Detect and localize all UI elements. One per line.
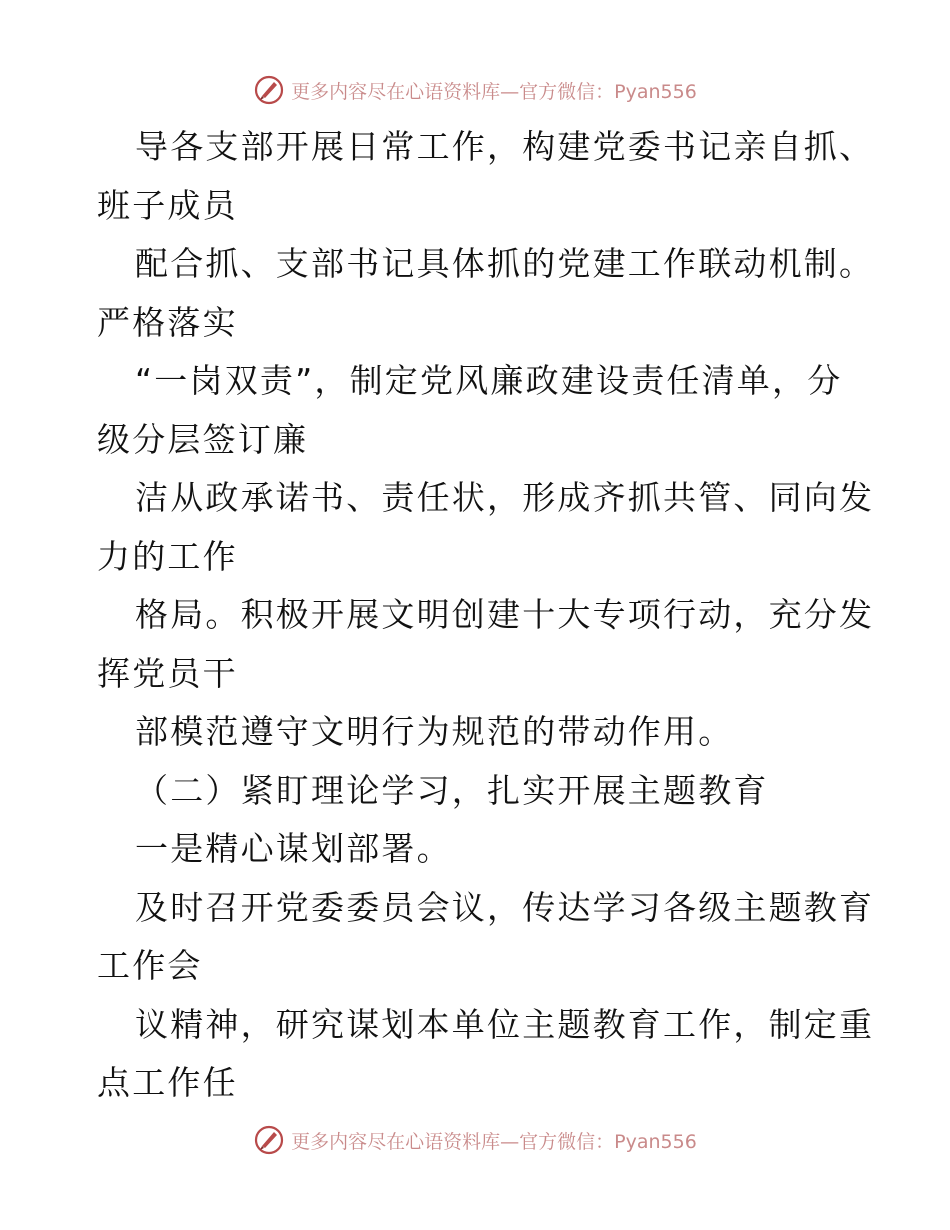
body-line: 格局。积极开展文明创建十大专项行动，充分发 <box>135 595 875 634</box>
body-line: 工作会 <box>97 946 203 985</box>
section-heading: （二）紧盯理论学习，扎实开展主题教育 <box>135 770 769 810</box>
document-body <box>97 118 875 1113</box>
header-wechat-text: 官方微信：Pyan556 <box>519 80 697 103</box>
header-site-text: 更多内容尽在心语资料库 <box>291 80 501 103</box>
body-line: 级分层签订廉 <box>97 419 309 459</box>
body-line: 力的工作 <box>97 536 238 576</box>
header-dash: — <box>500 80 520 103</box>
footer-banner <box>0 1120 950 1160</box>
body-line: 配合抓、支部书记具体抓的党建工作联动机制。 <box>135 244 875 283</box>
footer-dash: — <box>500 1130 520 1153</box>
body-line: “一岗双责”，制定党风廉政建设责任清单，分 <box>135 361 843 400</box>
header-banner-text <box>291 77 697 104</box>
body-line: 洁从政承诺书、责任状，形成齐抓共管、同向发 <box>135 478 875 517</box>
body-line: 班子成员 <box>97 185 238 225</box>
footer-banner-text <box>291 1127 697 1154</box>
quill-pen-logo-icon <box>253 74 285 106</box>
body-line: 导各支部开展日常工作，构建党委书记亲自抓、 <box>135 127 875 166</box>
quill-pen-logo-icon <box>253 1124 285 1156</box>
body-line: 点工作任 <box>97 1063 238 1102</box>
header-banner <box>0 70 950 110</box>
footer-wechat-text: 官方微信：Pyan556 <box>519 1130 697 1153</box>
body-line: 及时召开党委委员会议，传达学习各级主题教育 <box>135 887 875 927</box>
body-line: 议精神，研究谋划本单位主题教育工作，制定重 <box>135 1004 875 1044</box>
body-line: 部模范遵守文明行为规范的带动作用。 <box>135 712 734 751</box>
body-line: 挥党员干 <box>97 653 238 693</box>
body-line: 严格落实 <box>97 302 238 342</box>
body-line: 一是精心谋划部署。 <box>135 829 452 868</box>
footer-site-text: 更多内容尽在心语资料库 <box>291 1130 501 1153</box>
